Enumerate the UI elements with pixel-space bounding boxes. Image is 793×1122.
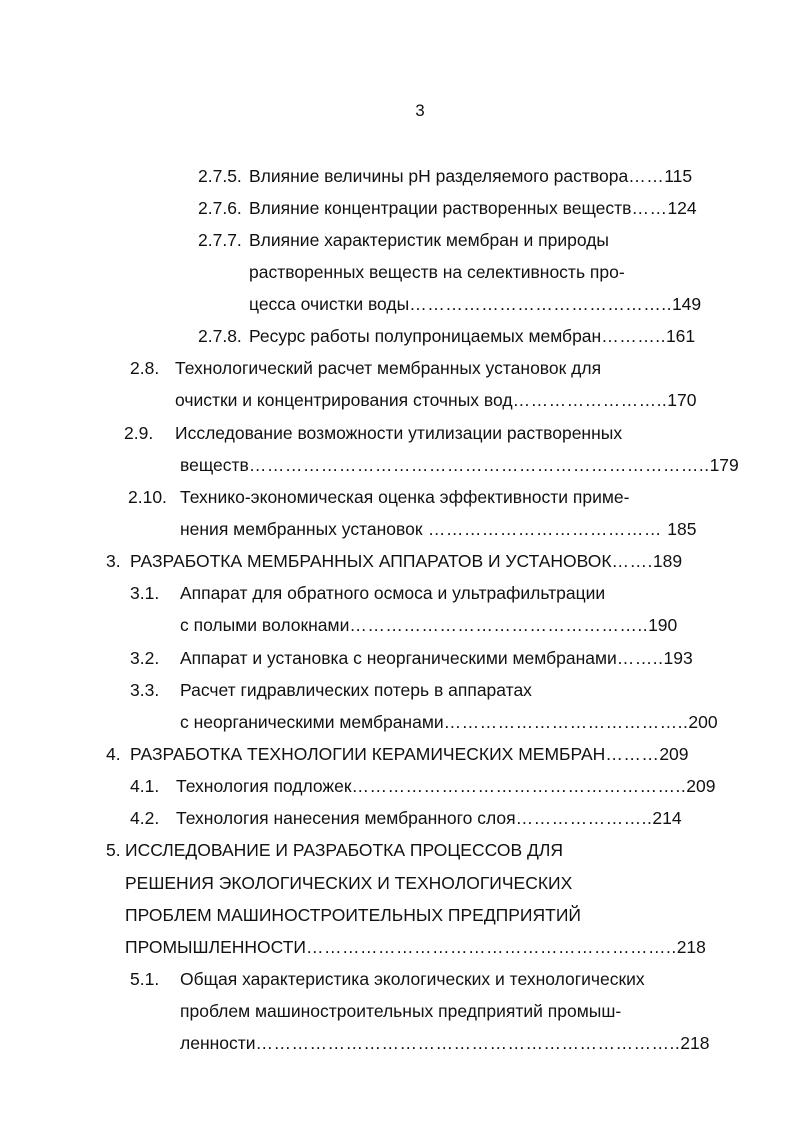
- toc-title: проблем машиностроительных предприятий промыш-: [180, 1001, 622, 1021]
- toc-text-line: [176, 806, 682, 830]
- toc-page-number: 189: [652, 551, 683, 571]
- toc-text-line: [180, 453, 739, 477]
- toc-text-line: [180, 999, 621, 1023]
- toc-title: веществ: [180, 455, 249, 475]
- toc-title: Общая характеристика экологических и технологических: [180, 969, 645, 989]
- toc-page-number: 190: [648, 615, 678, 635]
- toc-leader: ………: [605, 744, 660, 764]
- toc-text-line: [130, 549, 682, 573]
- toc-page-number: 200: [688, 712, 718, 732]
- toc-title: цесса очистки воды: [249, 294, 410, 314]
- toc-title: Технико-экономическая оценка эффективности приме-: [180, 487, 630, 507]
- toc-text-line: [249, 196, 697, 220]
- toc-leader: …….: [611, 551, 653, 571]
- toc-text-line: [249, 292, 701, 316]
- toc-text-line: [249, 260, 625, 284]
- toc-leader: ………..: [601, 326, 666, 346]
- toc-number: 4.: [106, 744, 121, 764]
- toc-number: 5.: [106, 840, 121, 860]
- toc-text-line: [125, 903, 581, 927]
- toc-page-number: 185: [667, 519, 697, 539]
- toc-page-number: 209: [686, 776, 716, 796]
- toc-title: Технологический расчет мембранных установок для: [175, 358, 602, 378]
- toc-text-line: [180, 613, 677, 637]
- toc-number: 2.9.: [124, 423, 154, 443]
- toc-number: 3.2.: [130, 648, 160, 668]
- toc-title: с полыми волокнами: [180, 615, 350, 635]
- toc-title: Влияние характеристик мембран и природы: [249, 230, 609, 250]
- toc-text-line: [180, 1031, 709, 1055]
- toc-leader: ……: [628, 166, 665, 186]
- toc-title: очистки и концентрирования сточных вод: [175, 390, 513, 410]
- toc-text-line: [125, 935, 706, 959]
- toc-title: Ресурс работы полупроницаемых мембран: [249, 326, 602, 346]
- toc-number: 3.3.: [130, 680, 160, 700]
- toc-number: 2.8.: [130, 358, 160, 378]
- toc-text-line: [180, 485, 629, 509]
- toc-text-line: [249, 324, 695, 348]
- toc-number: 4.2.: [130, 808, 160, 828]
- toc-page-number: 218: [676, 937, 706, 957]
- toc-title: РАЗРАБОТКА МЕМБРАННЫХ АППАРАТОВ И УСТАНОВОК: [130, 551, 612, 571]
- toc-title: ПРОБЛЕМ МАШИНОСТРОИТЕЛЬНЫХ ПРЕДПРИЯТИЙ: [125, 905, 581, 925]
- toc-title: растворенных веществ на селективность про-: [249, 262, 625, 282]
- toc-leader: …………………………………: [422, 519, 668, 539]
- toc-text-line: [180, 710, 718, 734]
- toc-title: ИССЛЕДОВАНИЕ И РАЗРАБОТКА ПРОЦЕССОВ ДЛЯ: [125, 840, 563, 860]
- toc-text-line: [249, 228, 609, 252]
- toc-leader: ……: [631, 198, 668, 218]
- toc-leader: ……………………..: [512, 390, 668, 410]
- toc-title: Технология подложек: [176, 776, 352, 796]
- page-number: 3: [415, 101, 425, 120]
- toc-title: РЕШЕНИЯ ЭКОЛОГИЧЕСКИХ И ТЕХНОЛОГИЧЕСКИХ: [125, 873, 573, 893]
- toc-title: Влияние величины pH разделяемого раствора: [249, 166, 629, 186]
- toc-number: 2.7.5.: [198, 166, 242, 186]
- toc-text-line: [180, 517, 696, 541]
- toc-number: 2.7.8.: [198, 326, 242, 346]
- toc-page-number: 179: [709, 455, 739, 475]
- toc-leader: ……………………………………..: [409, 294, 672, 314]
- toc-page-number: 149: [671, 294, 702, 314]
- toc-page-number: 115: [664, 166, 693, 186]
- toc-title: Расчет гидравлических потерь в аппаратах: [180, 680, 532, 700]
- toc-text-line: [176, 774, 715, 798]
- toc-page-number: 124: [667, 198, 697, 218]
- toc-title: Аппарат для обратного осмоса и ультрафильтрации: [180, 583, 606, 603]
- toc-page-number: 218: [680, 1033, 710, 1053]
- toc-text-line: [175, 421, 622, 445]
- toc-title: Влияние концентрации растворенных веществ: [249, 198, 632, 218]
- toc-title: нения мембранных установок: [180, 519, 423, 539]
- toc-number: 4.1.: [130, 776, 160, 796]
- toc-number: 2.7.7.: [198, 230, 242, 250]
- toc-text-line: [125, 871, 572, 895]
- toc-title: ленности: [180, 1033, 256, 1053]
- toc-page-number: 193: [663, 648, 693, 668]
- toc-text-line: [249, 164, 692, 188]
- toc-title: Аппарат и установка с неорганическими мембранами: [180, 648, 617, 668]
- toc-text-line: [180, 646, 693, 670]
- toc-page-number: 161: [665, 326, 696, 346]
- toc-title: ПРОМЫШЛЕННОСТИ: [125, 937, 306, 957]
- toc-text-line: [180, 581, 605, 605]
- toc-page-number: 170: [667, 390, 697, 410]
- toc-text-line: [130, 742, 689, 766]
- toc-leader: ……..: [616, 648, 664, 668]
- toc-leader: ………………………………………………..: [351, 776, 687, 796]
- toc-number: 3.1.: [130, 583, 160, 603]
- toc-text-line: [180, 678, 532, 702]
- toc-leader: ……………………………………………………..: [305, 937, 677, 957]
- toc-text-line: [175, 356, 601, 380]
- toc-leader: …………………………………..: [443, 712, 689, 732]
- toc-text-line: [180, 967, 645, 991]
- toc-leader: …………………………………………..: [349, 615, 649, 635]
- toc-title: РАЗРАБОТКА ТЕХНОЛОГИИ КЕРАМИЧЕСКИХ МЕМБРАН: [130, 744, 606, 764]
- toc-title: Исследование возможности утилизации растворенных: [175, 423, 623, 443]
- toc-number: 5.1.: [130, 969, 160, 989]
- toc-number: 2.7.6.: [198, 198, 242, 218]
- toc-number: 3.: [106, 551, 121, 571]
- toc-text-line: [175, 388, 697, 412]
- toc-leader: ……………………………………………………………..: [255, 1033, 681, 1053]
- toc-page-number: 214: [652, 808, 682, 828]
- toc-title: с неорганическими мембранами: [180, 712, 444, 732]
- toc-text-line: [125, 838, 563, 862]
- toc-title: Технология нанесения мембранного слоя: [176, 808, 516, 828]
- toc-leader: …………………………………………………………………..: [248, 455, 710, 475]
- toc-leader: …………………..: [515, 808, 653, 828]
- toc-page-number: 209: [659, 744, 689, 764]
- toc-number: 2.10.: [128, 487, 167, 507]
